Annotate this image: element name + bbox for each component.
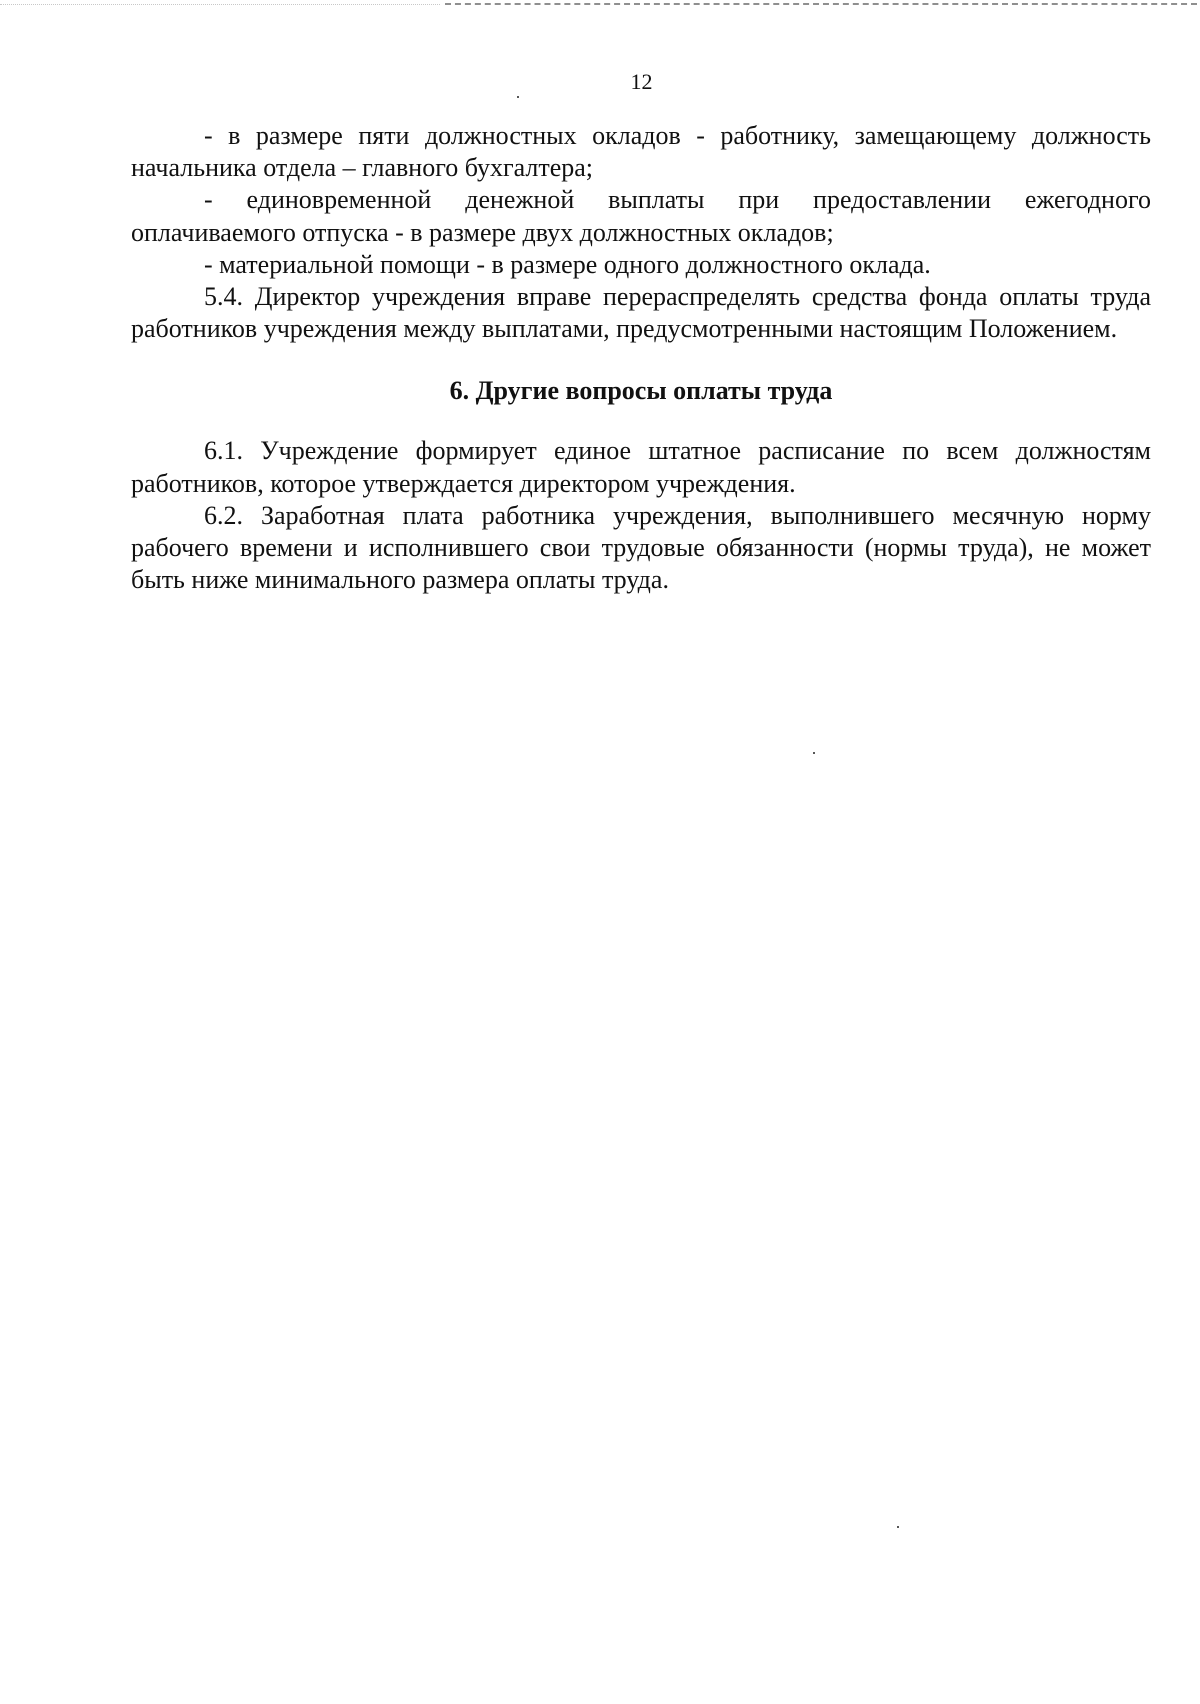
paragraph-5-4: 5.4. Директор учреждения вправе перераспределять средства фонда оплаты труда работников учреждения между выплатами, предусмотренными настоящим Положением. [131, 282, 1151, 344]
scan-speck [517, 96, 519, 98]
paragraph-5-3-item-2: - единовременной денежной выплаты при предоставлении ежегодного оплачиваемого отпуска - в размере двух должностных окладов; [131, 185, 1151, 247]
scan-edge-top-left [0, 4, 440, 5]
document-body [131, 120, 1151, 596]
paragraph-5-3-item-3: - материальной помощи - в размере одного должностного оклада. [204, 249, 931, 279]
page-number: 12 [630, 69, 653, 94]
scan-speck [813, 752, 815, 754]
scan-speck [897, 1526, 899, 1528]
section-6-heading: 6. Другие вопросы оплаты труда [449, 376, 833, 406]
scan-edge-top [445, 3, 1197, 5]
paragraph-6-1: 6.1. Учреждение формирует единое штатное расписание по всем должностям работников, которое утверждается директором учреждения. [131, 436, 1151, 498]
paragraph-5-3-item-1: - в размере пяти должностных окладов - работнику, замещающему должность начальника отдела – главного бухгалтера; [131, 121, 1151, 183]
paragraph-6-2: 6.2. Заработная плата работника учреждения, выполнившего месячную норму рабочего времени и исполнившего свои трудовые обязанности (нормы труда), не может быть ниже минимального размера оплаты труда. [131, 500, 1151, 595]
